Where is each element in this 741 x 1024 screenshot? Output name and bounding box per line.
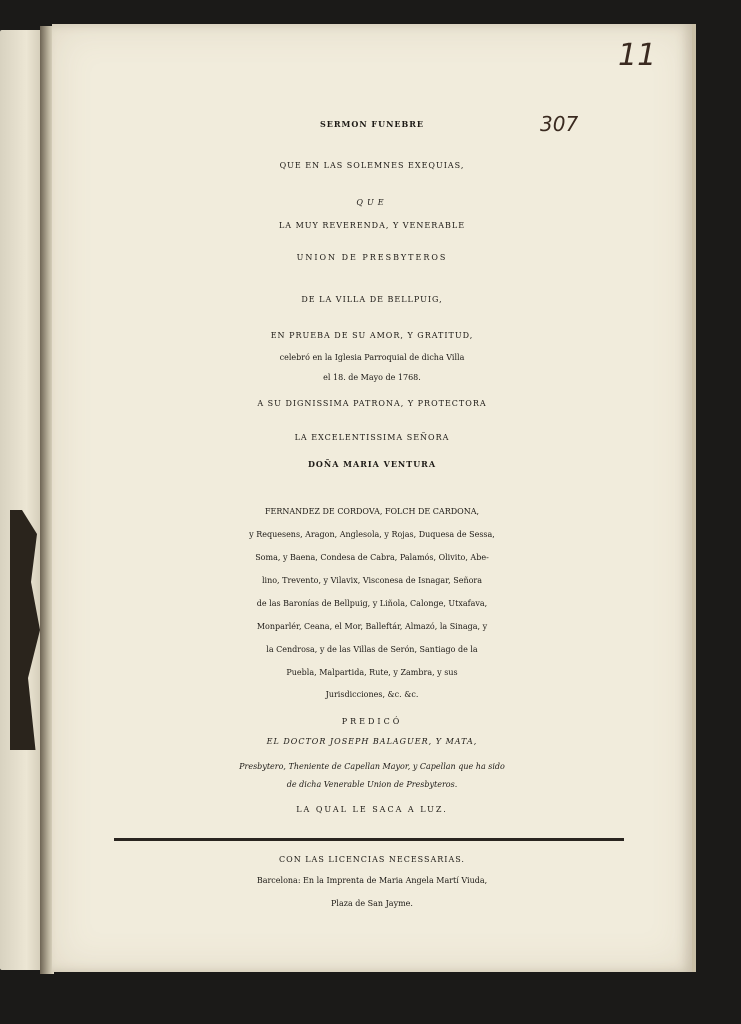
titles-line-3: Soma, y Baena, Condesa de Cabra, Palamós, Olivito, Abe- xyxy=(255,553,489,562)
title-line-8: celebró en la Iglesia Parroquial de dicha Villa xyxy=(279,353,465,362)
preached-label: PREDICÓ xyxy=(341,717,403,726)
titles-line-6: Monparlér, Ceana, el Mor, Balleftár, Almazó, la Sinaga, y xyxy=(256,622,488,631)
handwritten-number: 307 xyxy=(540,112,579,136)
title-line-3: QUE xyxy=(356,198,388,207)
dedication-line-1: A SU DIGNISSIMA PATRONA, Y PROTECTORA xyxy=(257,399,487,408)
preacher-role-1: Presbytero, Theniente de Capellan Mayor, y Capellan que ha sido xyxy=(239,762,505,771)
imprint-line-2: Plaza de San Jayme. xyxy=(331,899,413,908)
title-line-5: UNION DE PRESBYTEROS xyxy=(296,253,448,262)
folio-number: 11 xyxy=(618,38,657,73)
licences-line: CON LAS LICENCIAS NECESSARIAS. xyxy=(279,855,465,864)
title-line-4: LA MUY REVERENDA, Y VENERABLE xyxy=(278,221,466,230)
preacher-name: EL DOCTOR JOSEPH BALAGUER, Y MATA, xyxy=(266,737,478,746)
dedicatee-name: DOÑA MARIA VENTURA xyxy=(307,459,437,469)
title-line-6: DE LA VILLA DE BELLPUIG, xyxy=(301,295,443,304)
imprint-line-1: Barcelona: En la Imprenta de Maria Angela Martí Viuda, xyxy=(256,876,488,885)
titles-line-5: de las Baronías de Bellpuig, y Liñola, Calonge, Utxafava, xyxy=(256,599,488,608)
facing-page-edge xyxy=(0,30,44,970)
titles-line-7: la Cendrosa, y de las Villas de Serón, Santiago de la xyxy=(266,645,478,654)
preacher-role-2: de dicha Venerable Union de Presbyteros. xyxy=(286,780,458,789)
title-line-9: el 18. de Mayo de 1768. xyxy=(323,373,421,382)
titles-line-2: y Requesens, Aragon, Anglesola, y Rojas, Duquesa de Sessa, xyxy=(249,530,495,539)
titles-line-4: lino, Trevento, y Vilavix, Visconesa de Isnagar, Señora xyxy=(261,576,483,585)
title-line-7: EN PRUEBA DE SU AMOR, Y GRATITUD, xyxy=(270,331,474,340)
title-page xyxy=(52,24,696,972)
closing-line: LA QUAL LE SACA A LUZ. xyxy=(296,805,448,814)
torn-edge xyxy=(10,510,40,750)
titles-line-1: FERNANDEZ DE CORDOVA, FOLCH DE CARDONA, xyxy=(264,507,480,516)
dedication-line-2: LA EXCELENTISSIMA SEÑORA xyxy=(294,433,450,442)
titles-line-9: Jurisdicciones, &c. &c. xyxy=(325,690,419,699)
title-line-1: SERMON FUNEBRE xyxy=(319,119,425,129)
titles-line-8: Puebla, Malpartida, Rute, y Zambra, y sus xyxy=(286,668,458,677)
divider-rule xyxy=(114,838,624,841)
title-line-2: QUE EN LAS SOLEMNES EXEQUIAS, xyxy=(279,161,465,170)
